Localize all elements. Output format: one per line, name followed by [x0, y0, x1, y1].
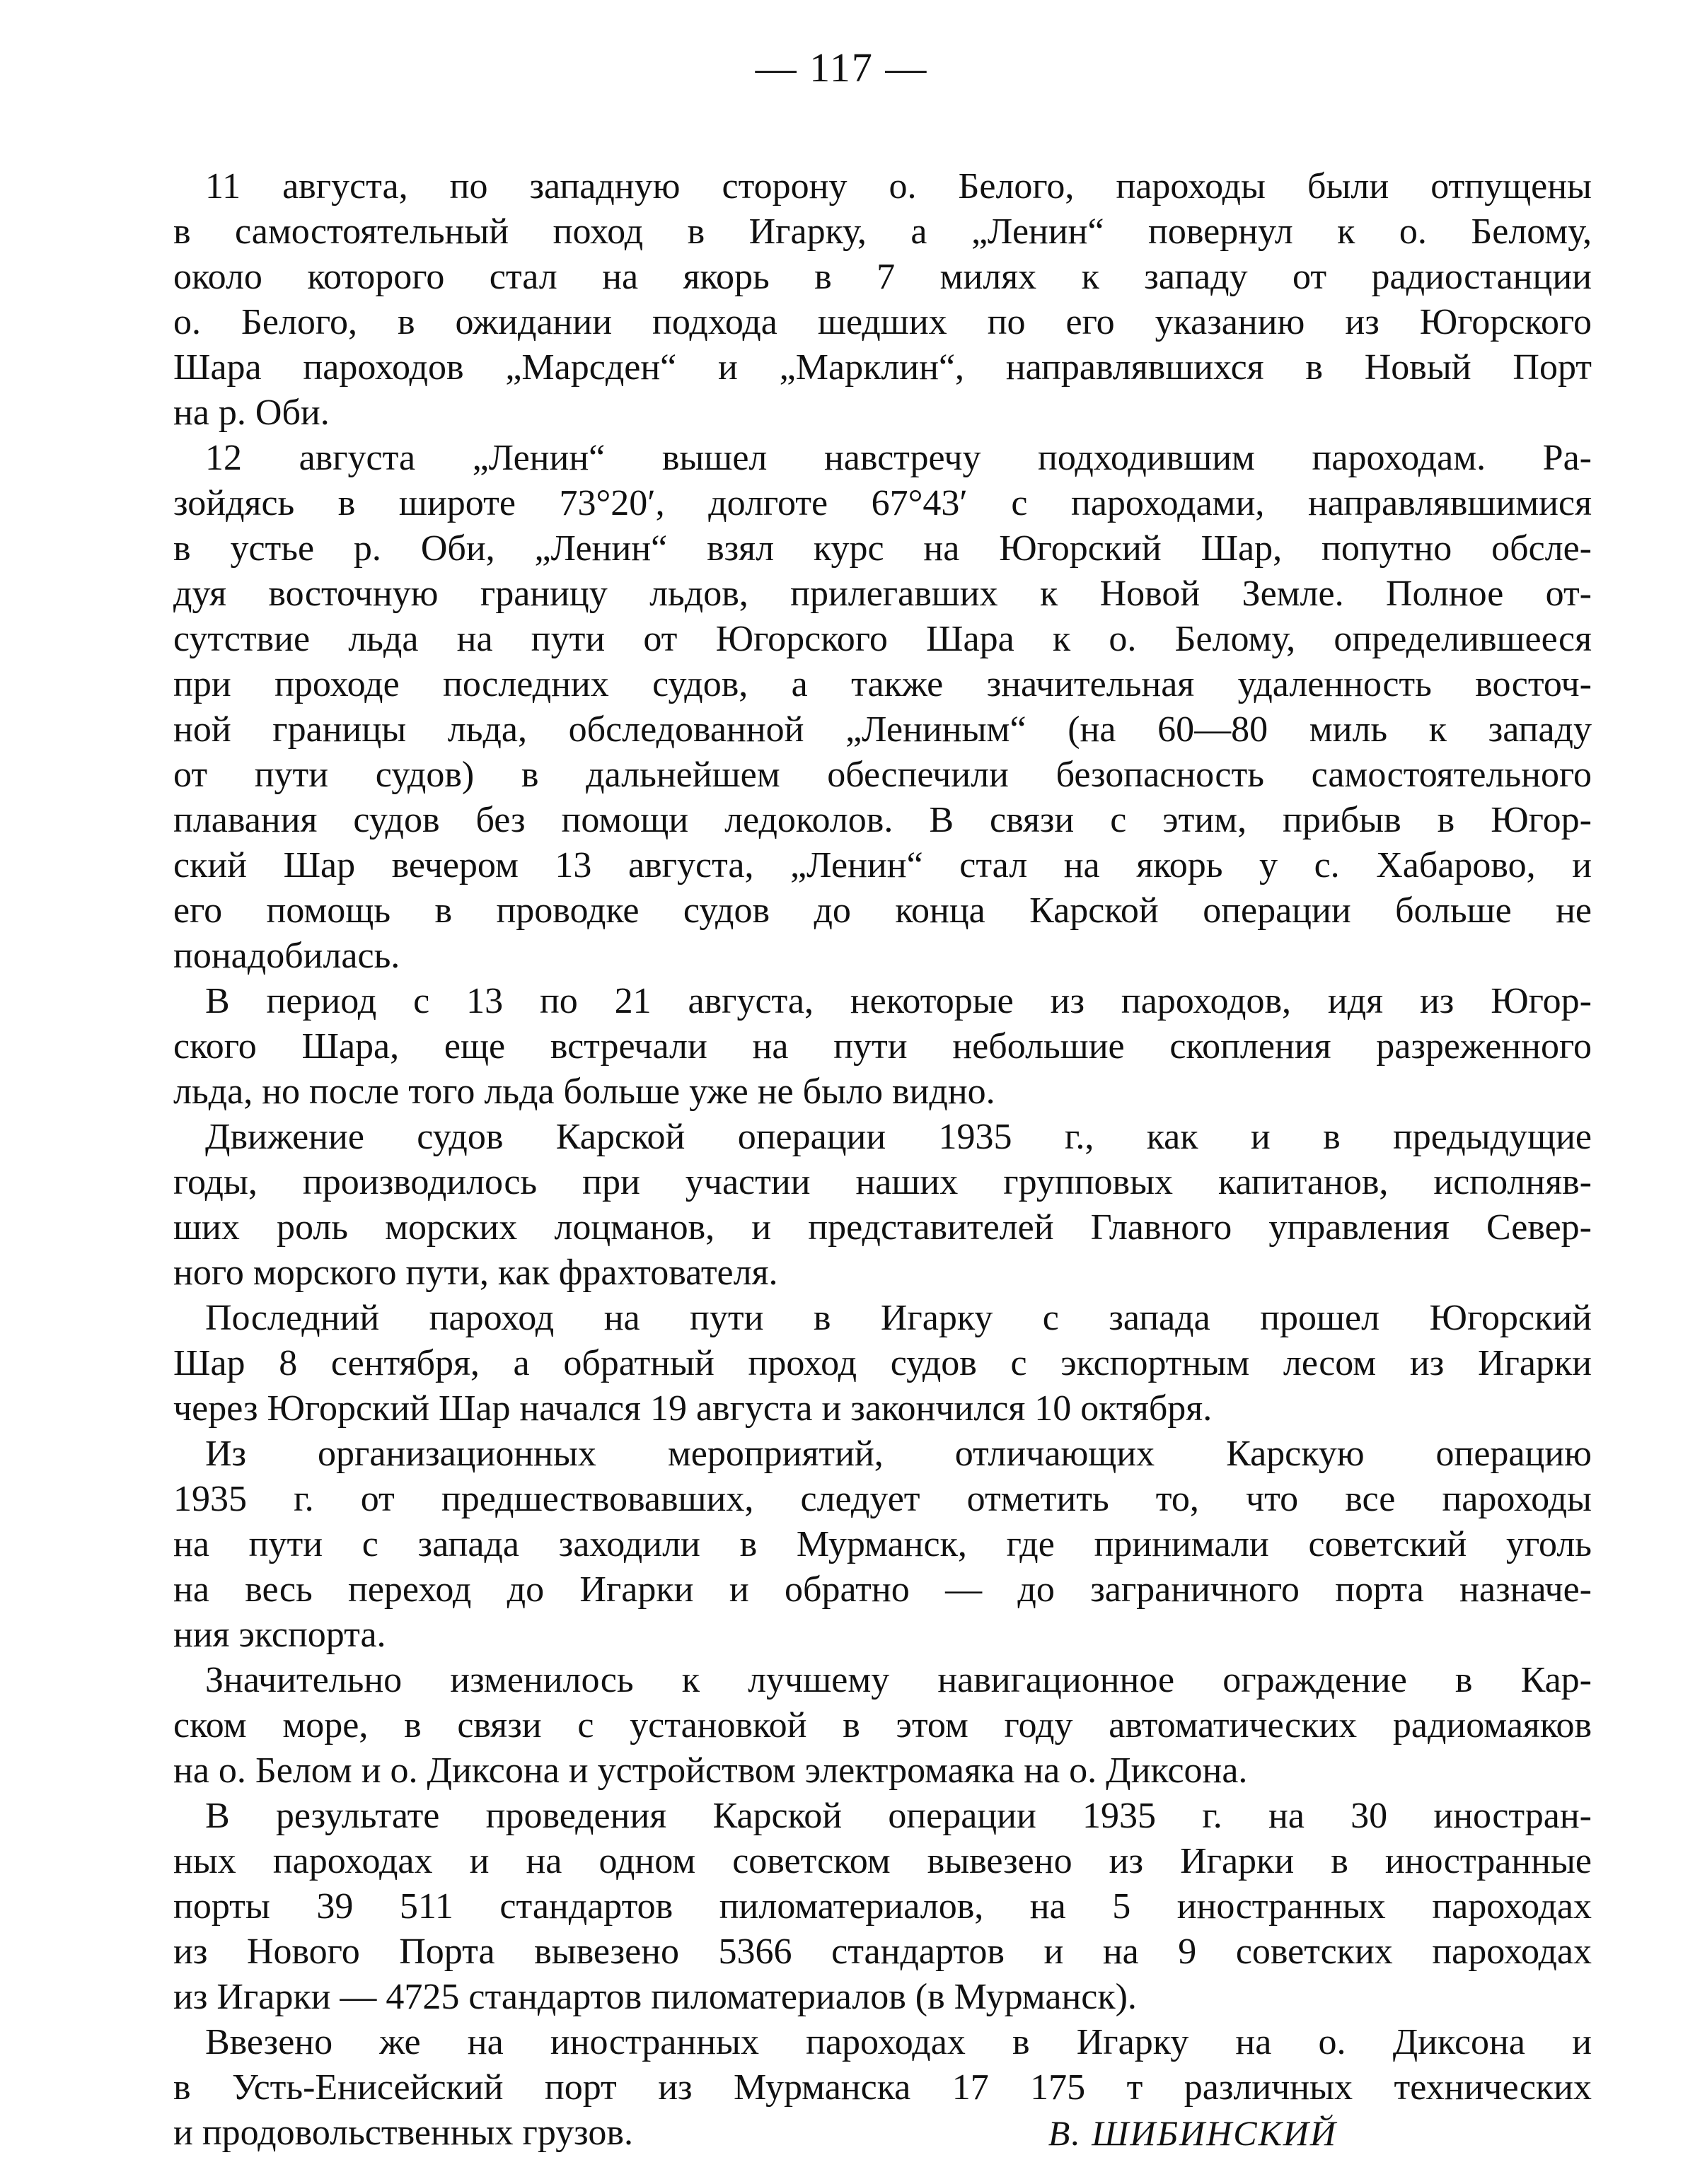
text-line: зойдясь в широте 73°20′, долготе 67°43′ с пароходами, направлявшимися: [173, 483, 1592, 523]
text-line: годы, производилось при участии наших групповых капитанов, исполняв-: [173, 1162, 1592, 1202]
text-line: В результате проведения Карской операции 1935 г. на 30 иностран-: [205, 1796, 1592, 1836]
text-line: его помощь в проводке судов до конца Карской операции больше не: [173, 890, 1592, 931]
paragraph: [173, 979, 1592, 1115]
paragraph: [173, 2020, 1592, 2156]
text-line: на весь переход до Игарки и обратно — до заграничного порта назначе-: [173, 1569, 1592, 1610]
text-line: порты 39 511 стандартов пиломатериалов, на 5 иностранных пароходах: [173, 1886, 1592, 1927]
text-line: в устье р. Оби, „Ленин“ взял курс на Югорский Шар, попутно обсле-: [173, 528, 1592, 569]
text-line: из Игарки — 4725 стандартов пиломатериалов (в Мурманск).: [173, 1977, 1137, 2017]
text-line: сутствие льда на пути от Югорского Шара к о. Белому, определившееся: [173, 619, 1592, 659]
text-line: ский Шар вечером 13 августа, „Ленин“ стал на якорь у с. Хабарово, и: [173, 845, 1592, 885]
text-line: в Усть-Енисейский порт из Мурманска 17 175 т различных технических: [173, 2067, 1592, 2108]
text-line: Из организационных мероприятий, отличающих Карскую операцию: [205, 1434, 1592, 1474]
text-line: о. Белого, в ожидании подхода шедших по его указанию из Югорского: [173, 302, 1592, 342]
text-line: на пути с запада заходили в Мурманск, где принимали советский уголь: [173, 1524, 1592, 1564]
text-line: Последний пароход на пути в Игарку с запада прошел Югорский: [205, 1298, 1592, 1338]
text-line: около которого стал на якорь в 7 милях к западу от радиостанции: [173, 257, 1592, 297]
text-line: ского Шара, еще встречали на пути небольшие скопления разреженного: [173, 1026, 1592, 1067]
text-line: ском море, в связи с установкой в этом году автоматических радиомаяков: [173, 1705, 1592, 1746]
paragraph: [173, 436, 1592, 979]
text-line: при проходе последних судов, а также значительная удаленность восточ-: [173, 664, 1592, 704]
author-signature: В. ШИБИНСКИЙ: [1048, 2113, 1337, 2153]
closing-line: [173, 2110, 1592, 2156]
paragraph: [173, 1794, 1592, 2020]
text-line: 11 августа, по западную сторону о. Белого, пароходы были отпущены: [205, 166, 1592, 207]
text-line: Ввезено же на иностранных пароходах в Игарку на о. Диксона и: [205, 2022, 1592, 2062]
text-line: ших роль морских лоцманов, и представителей Главного управления Север-: [173, 1207, 1592, 1248]
text-line: Движение судов Карской операции 1935 г., как и в предыдущие: [205, 1117, 1592, 1157]
paragraph: [173, 1296, 1592, 1431]
text-line: ных пароходах и на одном советском вывезено из Игарки в иностранные: [173, 1841, 1592, 1881]
article-body: [173, 164, 1592, 2156]
paragraph: [173, 1431, 1592, 1658]
text-line: и продовольственных грузов.: [173, 2113, 633, 2153]
text-line: В период с 13 по 21 августа, некоторые из пароходов, идя из Югор-: [205, 981, 1592, 1021]
text-line: Шар 8 сентября, а обратный проход судов с экспортным лесом из Игарки: [173, 1343, 1592, 1383]
text-line: льда, но после того льда больше уже не было видно.: [173, 1071, 995, 1112]
text-line: через Югорский Шар начался 19 августа и закончился 10 октября.: [173, 1388, 1213, 1429]
text-line: из Нового Порта вывезено 5366 стандартов и на 9 советских пароходах: [173, 1932, 1592, 1972]
page-number: — 117 —: [755, 45, 928, 91]
text-line: от пути судов) в дальнейшем обеспечили безопасность самостоятельного: [173, 755, 1592, 795]
text-line: в самостоятельный поход в Игарку, а „Ленин“ повернул к о. Белому,: [173, 211, 1592, 252]
paragraph: [173, 1658, 1592, 1794]
text-line: на р. Оби.: [173, 393, 330, 433]
text-line: Шара пароходов „Марсден“ и „Марклин“, направлявшихся в Новый Порт: [173, 347, 1592, 388]
text-line: дуя восточную границу льдов, прилегавших к Новой Земле. Полное от-: [173, 574, 1592, 614]
text-line: ной границы льда, обследованной „Лениным“ (на 60—80 миль к западу: [173, 709, 1592, 750]
text-line: 12 августа „Ленин“ вышел навстречу подходившим пароходам. Ра-: [205, 438, 1592, 478]
paragraph: [173, 1115, 1592, 1296]
text-line: 1935 г. от предшествовавших, следует отметить то, что все пароходы: [173, 1479, 1592, 1519]
text-line: понадобилась.: [173, 936, 400, 976]
paragraph: [173, 164, 1592, 436]
text-line: Значительно изменилось к лучшему навигационное ограждение в Кар-: [205, 1660, 1592, 1700]
text-line: ния экспорта.: [173, 1615, 386, 1655]
text-line: на о. Белом и о. Диксона и устройством электромаяка на о. Диксона.: [173, 1750, 1248, 1791]
text-line: ного морского пути, как фрахтователя.: [173, 1253, 778, 1293]
text-line: плавания судов без помощи ледоколов. В связи с этим, прибыв в Югор-: [173, 800, 1592, 840]
